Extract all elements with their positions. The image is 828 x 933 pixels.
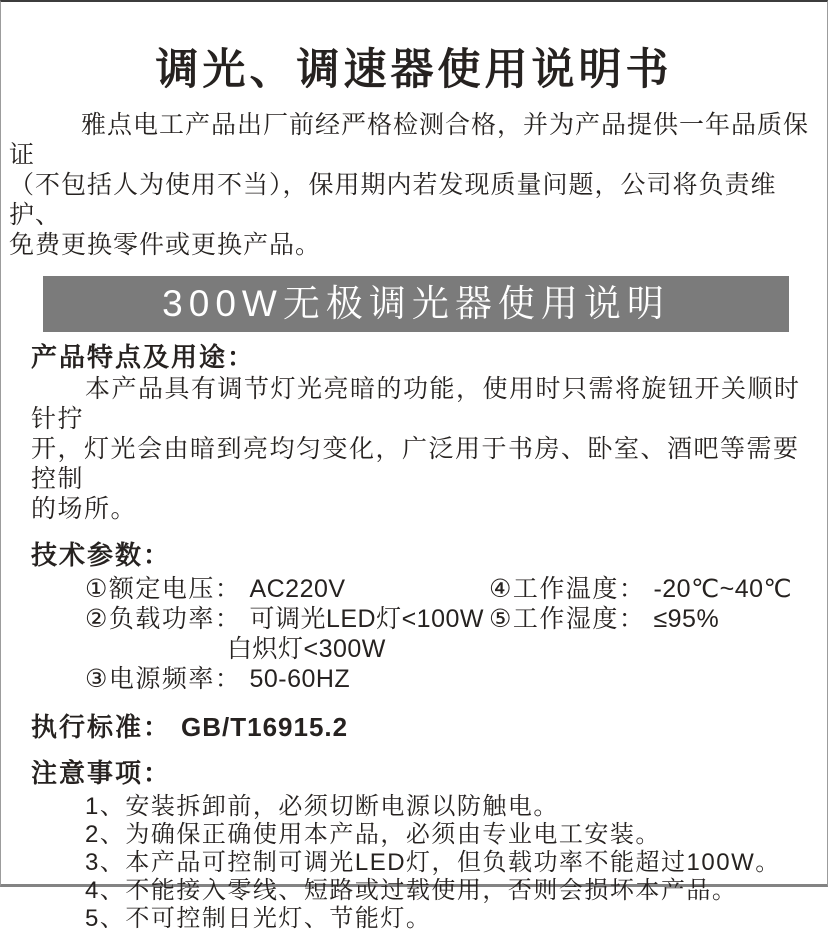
spec-value: -20℃~40℃: [653, 575, 793, 603]
standard-heading: 执行标准：: [31, 712, 172, 742]
notes-list: [85, 793, 827, 933]
spec-number: ⑤: [489, 605, 513, 633]
spec-working-humidity: [489, 604, 827, 634]
warranty-line: 雅点电工产品出厂前经严格检测合格，并为产品提供一年品质保证: [9, 111, 810, 169]
features-line: 开，灯光会由暗到亮均匀变化，广泛用于书房、卧室、酒吧等需要控制: [31, 435, 800, 493]
note-item: 3、本产品可控制可调光LED灯，但负载功率不能超过100W。: [85, 849, 781, 876]
note-item: 1、安装拆卸前，必须切断电源以防触电。: [85, 793, 559, 820]
warranty-line: （不包括人为使用不当），保用期内若发现质量问题，公司将负责维护、: [9, 171, 777, 229]
spec-load-power-line2: 白炽灯<300W: [227, 635, 386, 663]
section-banner: [43, 276, 789, 332]
spec-load-power: [85, 604, 489, 634]
note-item: 4、不能接入零线、短路或过载使用，否则会损坏本产品。: [85, 877, 738, 904]
spec-value: 可调光LED灯<100W: [249, 605, 484, 633]
specs-column-left: [85, 574, 489, 694]
spec-label: 负载功率：: [108, 605, 242, 633]
features-line: 本产品具有调节灯光亮暗的功能，使用时只需将旋钮开关顺时针拧: [31, 375, 801, 433]
spec-value: AC220V: [249, 575, 346, 603]
spec-label: 额定电压：: [108, 575, 242, 603]
specs-table: [85, 574, 827, 694]
features-heading: 产品特点及用途：: [31, 342, 256, 372]
spec-value: ≤95%: [653, 605, 720, 633]
notes-heading: 注意事项：: [31, 758, 172, 788]
spec-number: ①: [85, 575, 109, 603]
spec-value: 50-60HZ: [249, 665, 351, 693]
standard-value: GB/T16915.2: [181, 712, 349, 742]
note-item: 5、不可控制日光灯、节能灯。: [85, 905, 432, 932]
spec-label: 工作温度：: [512, 575, 646, 603]
warranty-line: 免费更换零件或更换产品。: [9, 231, 322, 259]
spec-label: 工作湿度：: [512, 605, 646, 633]
features-paragraph: [31, 374, 817, 524]
warranty-paragraph: [9, 110, 821, 260]
spec-working-temperature: [489, 574, 827, 604]
standard-row: [31, 712, 827, 742]
page-title: 调光、调速器使用说明书: [155, 46, 673, 94]
specs-column-right: [489, 574, 827, 694]
spec-rated-voltage: [85, 574, 489, 604]
spec-number: ④: [489, 575, 513, 603]
spec-number: ②: [85, 605, 109, 633]
spec-label: 电源频率：: [108, 665, 242, 693]
spec-number: ③: [85, 665, 109, 693]
spec-power-frequency: [85, 664, 489, 694]
section-banner-label: 300W无极调光器使用说明: [162, 283, 670, 324]
features-line: 的场所。: [31, 495, 138, 523]
specs-heading: 技术参数：: [31, 540, 172, 570]
note-item: 2、为确保正确使用本产品，必须由专业电工安装。: [85, 821, 661, 848]
